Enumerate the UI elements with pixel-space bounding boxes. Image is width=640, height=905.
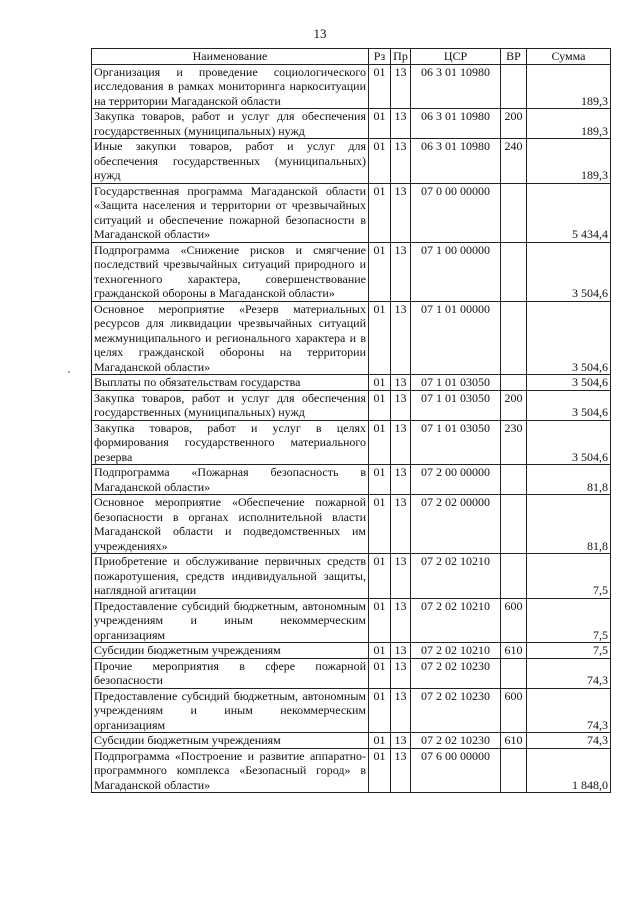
table-row [92, 183, 611, 242]
row-pr: 13 [391, 643, 411, 659]
row-sum: 5 434,4 [527, 183, 611, 242]
row-csr: 07 1 01 03050 [411, 390, 501, 420]
table-row [92, 420, 611, 465]
table-row [92, 139, 611, 184]
table-header-row [92, 49, 611, 65]
row-sum: 189,3 [527, 139, 611, 184]
table-row [92, 375, 611, 391]
row-rz: 01 [369, 183, 391, 242]
row-rz: 01 [369, 495, 391, 554]
row-csr: 07 6 00 00000 [411, 748, 501, 793]
row-name: Предоставление субсидий бюджетным, автономным учреждениям и иным некоммерческим организациям [92, 688, 369, 733]
row-name: Иные закупки товаров, работ и услуг для обеспечения государственных (муниципальных) нужд [92, 139, 369, 184]
table-row [92, 658, 611, 688]
row-csr: 06 3 01 10980 [411, 139, 501, 184]
row-pr: 13 [391, 748, 411, 793]
row-name: Подпрограмма «Снижение рисков и смягчение последствий чрезвычайных ситуаций природного и техногенного характера, совершенствование гражданской обороны в Магаданской области» [92, 242, 369, 301]
row-vr [501, 554, 527, 599]
row-csr: 07 2 02 00000 [411, 495, 501, 554]
row-name: Прочие мероприятия в сфере пожарной безопасности [92, 658, 369, 688]
row-sum: 3 504,6 [527, 301, 611, 375]
header-vr: ВР [501, 49, 527, 65]
row-rz: 01 [369, 465, 391, 495]
row-pr: 13 [391, 109, 411, 139]
row-rz: 01 [369, 643, 391, 659]
row-name: Подпрограмма «Построение и развитие аппаратно-программного комплекса «Безопасный город» в Магаданской области» [92, 748, 369, 793]
row-vr [501, 658, 527, 688]
header-csr: ЦСР [411, 49, 501, 65]
table-row [92, 465, 611, 495]
row-name: Выплаты по обязательствам государства [92, 375, 369, 391]
row-sum: 3 504,6 [527, 390, 611, 420]
row-vr [501, 242, 527, 301]
row-rz: 01 [369, 598, 391, 643]
row-name: Основное мероприятие «Резерв материальных ресурсов для ликвидации чрезвычайных ситуаций межмуниципального и регионального характера и в целях гражданской обороны на территории Магаданской области» [92, 301, 369, 375]
row-sum: 74,3 [527, 658, 611, 688]
row-sum: 189,3 [527, 64, 611, 109]
row-name: Закупка товаров, работ и услуг для обеспечения государственных (муниципальных) нужд [92, 109, 369, 139]
row-vr [501, 64, 527, 109]
row-name: Предоставление субсидий бюджетным, автономным учреждениям и иным некоммерческим организациям [92, 598, 369, 643]
row-sum: 74,3 [527, 733, 611, 749]
row-rz: 01 [369, 64, 391, 109]
row-pr: 13 [391, 183, 411, 242]
row-rz: 01 [369, 748, 391, 793]
row-vr [501, 183, 527, 242]
table-row [92, 390, 611, 420]
row-sum: 81,8 [527, 465, 611, 495]
row-rz: 01 [369, 554, 391, 599]
row-sum: 3 504,6 [527, 420, 611, 465]
table-row [92, 643, 611, 659]
row-vr [501, 748, 527, 793]
row-sum: 7,5 [527, 598, 611, 643]
row-rz: 01 [369, 301, 391, 375]
row-csr: 06 3 01 10980 [411, 109, 501, 139]
row-vr: 600 [501, 688, 527, 733]
header-rz: Рз [369, 49, 391, 65]
row-sum: 81,8 [527, 495, 611, 554]
header-sum: Сумма [527, 49, 611, 65]
row-pr: 13 [391, 420, 411, 465]
row-name: Приобретение и обслуживание первичных средств пожаротушения, средств индивидуальной защиты, наглядной агитации [92, 554, 369, 599]
row-vr: 200 [501, 109, 527, 139]
row-pr: 13 [391, 658, 411, 688]
table-row [92, 688, 611, 733]
row-pr: 13 [391, 733, 411, 749]
row-name: Организация и проведение социологического исследования в рамках мониторинга наркоситуации на территории Магаданской области [92, 64, 369, 109]
scan-speck [68, 371, 70, 373]
row-rz: 01 [369, 109, 391, 139]
row-pr: 13 [391, 688, 411, 733]
row-csr: 07 1 00 00000 [411, 242, 501, 301]
table-row [92, 733, 611, 749]
row-vr: 610 [501, 733, 527, 749]
table-row [92, 598, 611, 643]
row-vr [501, 301, 527, 375]
row-name: Подпрограмма «Пожарная безопасность в Магаданской области» [92, 465, 369, 495]
table-row [92, 554, 611, 599]
row-pr: 13 [391, 242, 411, 301]
row-rz: 01 [369, 242, 391, 301]
row-pr: 13 [391, 598, 411, 643]
header-pr: Пр [391, 49, 411, 65]
row-sum: 7,5 [527, 554, 611, 599]
row-sum: 7,5 [527, 643, 611, 659]
row-sum: 1 848,0 [527, 748, 611, 793]
row-rz: 01 [369, 375, 391, 391]
row-csr: 07 2 02 10230 [411, 733, 501, 749]
table-body [92, 64, 611, 793]
row-pr: 13 [391, 139, 411, 184]
row-rz: 01 [369, 139, 391, 184]
table-row [92, 242, 611, 301]
row-csr: 07 2 02 10230 [411, 688, 501, 733]
row-name: Закупка товаров, работ и услуг для обеспечения государственных (муниципальных) нужд [92, 390, 369, 420]
row-pr: 13 [391, 301, 411, 375]
table-row [92, 748, 611, 793]
row-csr: 07 2 00 00000 [411, 465, 501, 495]
row-sum: 189,3 [527, 109, 611, 139]
budget-table [91, 48, 611, 793]
row-pr: 13 [391, 390, 411, 420]
table-row [92, 109, 611, 139]
row-vr [501, 465, 527, 495]
row-csr: 06 3 01 10980 [411, 64, 501, 109]
row-vr: 600 [501, 598, 527, 643]
row-name: Закупка товаров, работ и услуг в целях формирования государственного материального резерва [92, 420, 369, 465]
row-rz: 01 [369, 733, 391, 749]
row-csr: 07 0 00 00000 [411, 183, 501, 242]
row-name: Государственная программа Магаданской области «Защита населения и территории от чрезвычайных ситуаций и обеспечение пожарной безопасности в Магаданской области» [92, 183, 369, 242]
table-row [92, 301, 611, 375]
row-vr: 230 [501, 420, 527, 465]
row-vr [501, 375, 527, 391]
row-pr: 13 [391, 495, 411, 554]
row-csr: 07 2 02 10210 [411, 554, 501, 599]
row-csr: 07 2 02 10210 [411, 598, 501, 643]
row-pr: 13 [391, 375, 411, 391]
row-pr: 13 [391, 64, 411, 109]
row-sum: 74,3 [527, 688, 611, 733]
row-sum: 3 504,6 [527, 242, 611, 301]
row-pr: 13 [391, 465, 411, 495]
header-name: Наименование [92, 49, 369, 65]
row-sum: 3 504,6 [527, 375, 611, 391]
row-csr: 07 2 02 10230 [411, 658, 501, 688]
row-vr: 610 [501, 643, 527, 659]
row-name: Субсидии бюджетным учреждениям [92, 643, 369, 659]
row-rz: 01 [369, 658, 391, 688]
row-csr: 07 1 01 00000 [411, 301, 501, 375]
row-vr: 200 [501, 390, 527, 420]
page-number: 13 [313, 26, 327, 41]
row-csr: 07 1 01 03050 [411, 420, 501, 465]
table-row [92, 495, 611, 554]
row-rz: 01 [369, 390, 391, 420]
row-vr [501, 495, 527, 554]
row-vr: 240 [501, 139, 527, 184]
row-rz: 01 [369, 688, 391, 733]
row-name: Основное мероприятие «Обеспечение пожарной безопасности в органах исполнительной власти Магаданской области и подведомственных им учреждениях» [92, 495, 369, 554]
table-row [92, 64, 611, 109]
row-rz: 01 [369, 420, 391, 465]
row-name: Субсидии бюджетным учреждениям [92, 733, 369, 749]
row-pr: 13 [391, 554, 411, 599]
row-csr: 07 2 02 10210 [411, 643, 501, 659]
row-csr: 07 1 01 03050 [411, 375, 501, 391]
